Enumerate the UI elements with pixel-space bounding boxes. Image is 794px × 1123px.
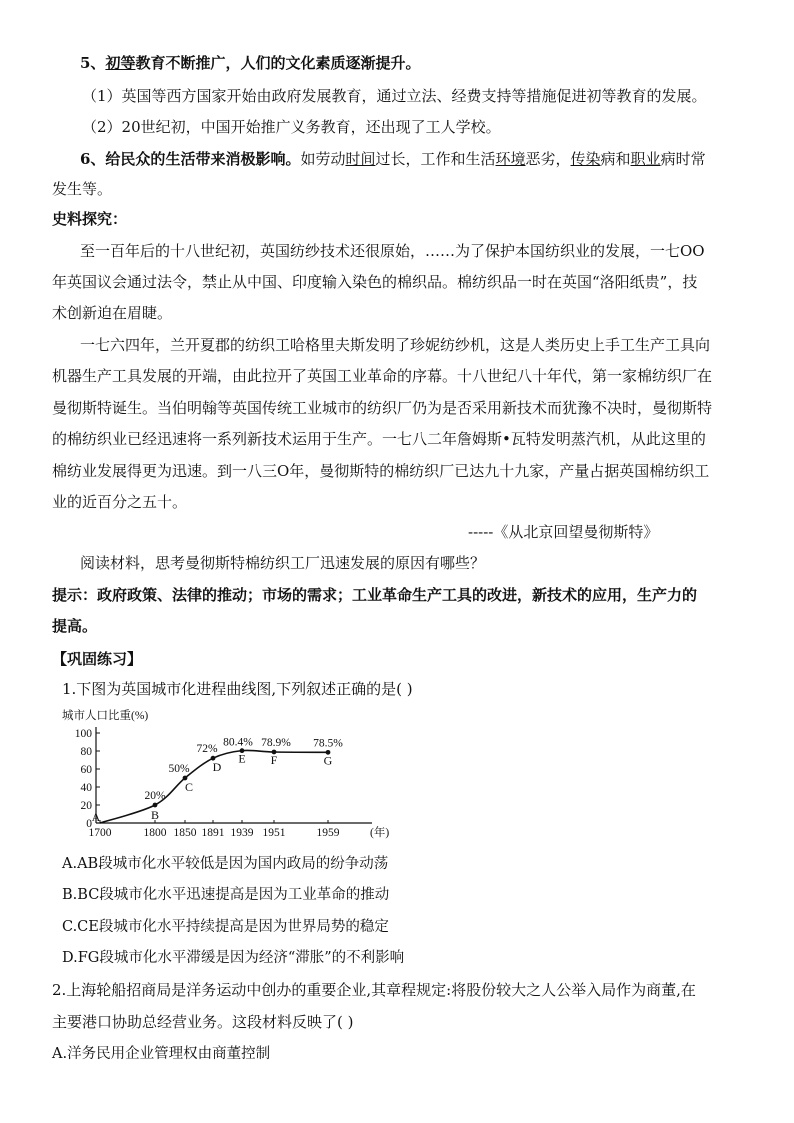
section-6-text: 病和 (600, 150, 631, 168)
question-1-option-d[interactable]: D.FG段城市化水平滞缓是因为经济“滞胀”的不利影响 (62, 950, 405, 966)
section-5-underlined-term: 初等 (105, 54, 136, 72)
x-tick-label: 1700 (88, 827, 112, 839)
x-tick-label: 1800 (143, 827, 167, 839)
data-value-label: 20% (144, 790, 166, 802)
point-letter-label: D (212, 760, 222, 775)
section-6-text: 如劳动 (300, 150, 346, 168)
practice-heading: 【巩固练习】 (52, 650, 143, 668)
source-paragraph-2-line: 一七六四年，兰开夏郡的纺织工哈格里夫斯发明了珍妮纺纱机，这是人类历史上手工生产工具向 (80, 336, 711, 354)
x-tick-label: 1891 (201, 827, 225, 839)
question-1-option-c[interactable]: C.CE段城市化水平持续提高是因为世界局势的稳定 (62, 919, 389, 935)
source-paragraph-2-line: 的棉纺织业已经迅速将一系列新技术运用于生产。一七八二年詹姆斯•瓦特发明蒸汽机，从此这里的 (52, 430, 706, 448)
y-tick-label: 0 (86, 818, 92, 830)
question-1-option-a[interactable]: A.AB段城市化水平较低是因为国内政局的纷争动荡 (62, 856, 389, 872)
y-tick-label: 60 (80, 764, 92, 776)
data-value-label: 78.5% (313, 737, 343, 750)
section-6-line-1 (80, 148, 706, 170)
question-1-option-b[interactable]: B.BC段城市化水平迅速提高是因为工业革命的推动 (62, 887, 390, 903)
point-letter-label: B (150, 808, 160, 822)
point-letter-label: A (91, 810, 101, 824)
section-6-text: 过长，工作和生活 (375, 150, 496, 168)
section-5-number: 5、 (80, 54, 106, 72)
source-paragraph-2-line: 棉纺业发展得更为迅速。到一八三O年，曼彻斯特的棉纺织厂已达九十九家，产量占据英国棉纺织工 (52, 462, 710, 480)
point-letter-label: C (184, 780, 194, 794)
hint-line-1: 提示：政府政策、法律的推动；市场的需求；工业革命生产工具的改进，新技术的应用，生产力的 (52, 586, 698, 604)
data-value-label: 72% (196, 743, 218, 756)
point-letter-label: E (238, 751, 246, 766)
hint-line-2: 提高。 (52, 617, 98, 635)
source-heading: 史料探究： (52, 210, 128, 228)
x-tick-label: 1951 (262, 827, 286, 839)
data-value-label: 50% (168, 763, 190, 775)
y-tick-label: 100 (74, 728, 92, 740)
point-letter-label: G (323, 753, 333, 768)
section-5-point-1: （1）英国等西方国家开始由政府发展教育，通过立法、经费支持等措施促进初等教育的发展。 (82, 87, 707, 105)
source-paragraph-1-line: 术创新迫在眉睫。 (52, 304, 173, 322)
source-attribution: -----《从北京回望曼彻斯特》 (468, 523, 659, 541)
section-6-title: 6、给民众的生活带来消极影响。 (80, 150, 301, 168)
source-question: 阅读材料，思考曼彻斯特棉纺织工厂迅速发展的原因有哪些？ (80, 554, 486, 572)
y-tick-label: 40 (80, 782, 92, 794)
section-5-title-rest: 教育不断推广，人们的文化素质逐渐提升。 (135, 54, 421, 72)
source-paragraph-1-line: 年英国议会通过法令，禁止从中国、印度输入染色的棉织品。棉纺织品一时在英国“洛阳纸贵”，技 (52, 273, 698, 291)
section-6-term-infectious: 传染 (570, 150, 601, 168)
y-axis-label: 城市人口比重(%) (62, 710, 149, 722)
urbanization-chart (60, 705, 390, 840)
y-tick-label: 20 (80, 800, 92, 812)
x-tick-label: 1959 (316, 827, 340, 839)
section-6-line-2: 发生等。 (52, 180, 113, 198)
question-2-stem-line-1: 2.上海轮船招商局是洋务运动中创办的重要企业,其章程规定:将股份较大之人公举入局作为商董,在 (52, 981, 696, 999)
section-6-term-environment: 环境 (495, 150, 526, 168)
data-value-label: 78.9% (261, 736, 291, 749)
data-point (153, 803, 158, 808)
source-paragraph-2-line: 机器生产工具发展的开端，由此拉开了英国工业革命的序幕。十八世纪八十年代，第一家棉纺织厂在 (52, 367, 713, 385)
section-6-text: 病时常 (660, 150, 706, 168)
x-axis-unit: (年) (370, 827, 390, 839)
source-paragraph-2-line: 曼彻斯特诞生。当伯明翰等英国传统工业城市的纺织厂仍为是否采用新技术而犹豫不决时，曼彻斯特 (52, 399, 713, 417)
source-paragraph-1-line: 至一百年后的十八世纪初，英国纺纱技术还很原始，……为了保护本国纺织业的发展，一七OO (80, 242, 705, 260)
section-6-term-occupational: 职业 (630, 150, 661, 168)
x-tick-label: 1850 (173, 827, 197, 839)
section-5-title (80, 52, 420, 74)
data-value-label: 80.4% (223, 736, 253, 749)
question-1-stem: 1.下图为英国城市化进程曲线图,下列叙述正确的是( ) (62, 680, 413, 698)
question-2-option-a[interactable]: A.洋务民用企业管理权由商董控制 (52, 1046, 271, 1062)
section-6-text: 恶劣， (525, 150, 571, 168)
source-paragraph-2-line: 业的近百分之五十。 (52, 493, 188, 511)
section-6-term-time: 时间 (345, 150, 376, 168)
question-2-stem-line-2: 主要港口协助总经营业务。这段材料反映了( ) (52, 1013, 354, 1031)
y-tick-label: 80 (80, 746, 92, 758)
point-letter-label: F (270, 752, 278, 767)
section-5-point-2: （2）20世纪初，中国开始推广义务教育，还出现了工人学校。 (82, 118, 501, 136)
x-tick-label: 1939 (230, 827, 254, 839)
